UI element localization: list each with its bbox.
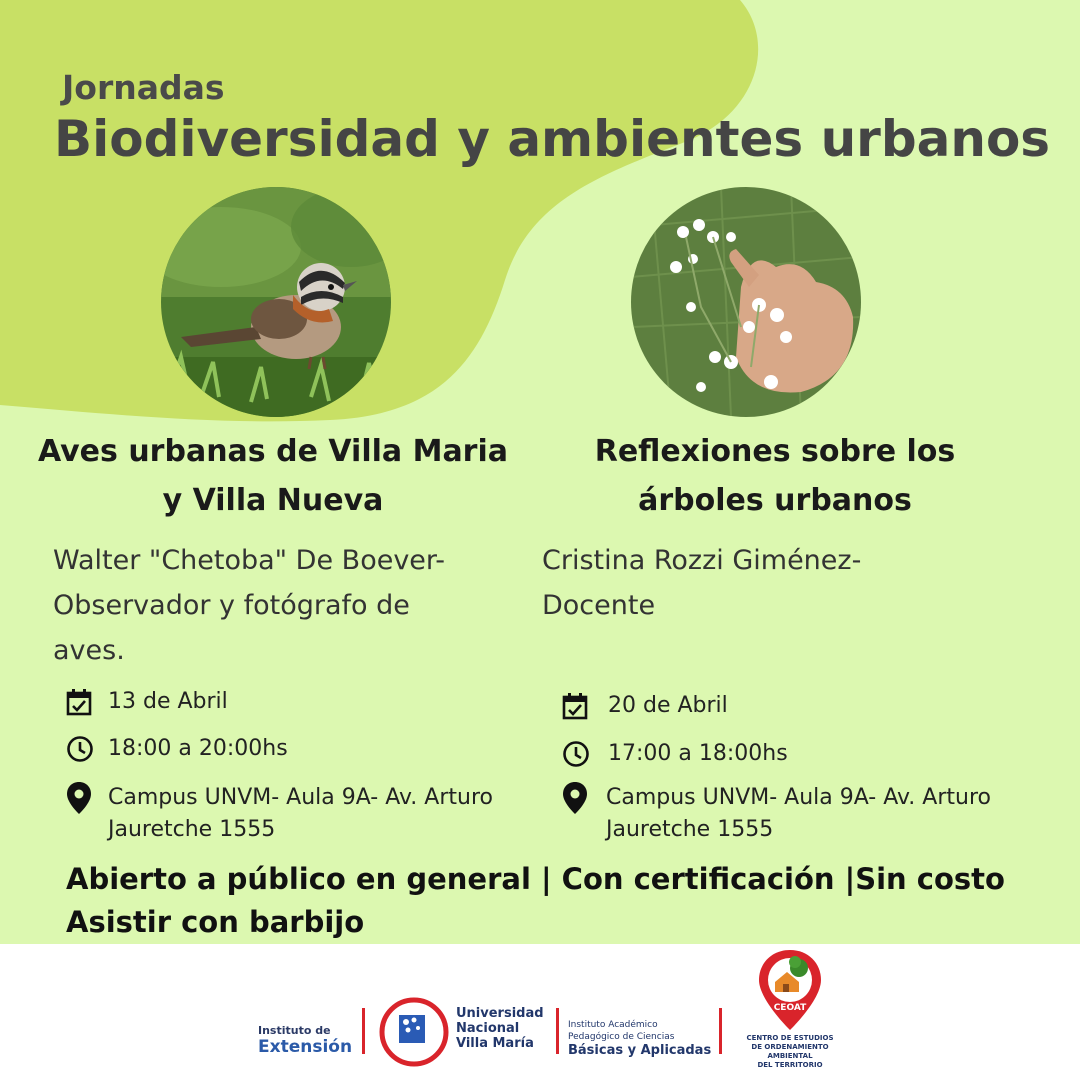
instituto-extension-big: Extensión	[258, 1037, 353, 1057]
clock-icon	[562, 738, 592, 770]
talk-2-title	[540, 427, 1010, 525]
talk-1-place-line1: Campus UNVM- Aula 9A- Av. Arturo	[108, 785, 493, 810]
talk-1-date-row	[66, 686, 228, 718]
talk-1-time-row	[66, 733, 288, 765]
talk-1-speaker-line1: Walter "Chetoba" De Boever-	[53, 545, 446, 576]
talk-2-date: 20 de Abril	[608, 693, 728, 718]
talk-1-place-line2: Jauretche 1555	[108, 817, 276, 842]
talk-2-place-row	[562, 782, 991, 846]
unvm-logo-icon	[378, 996, 450, 1068]
talk-2-title-line1: Reflexiones sobre los	[594, 434, 956, 469]
talk-2-place-line2: Jauretche 1555	[606, 817, 774, 842]
info-line-1: Abierto a público en general | Con certificación |Sin costo	[66, 862, 1005, 896]
talk-2-title-line2: árboles urbanos	[638, 483, 912, 518]
clock-icon	[66, 733, 96, 765]
talk-2-time: 17:00 a 18:00hs	[608, 741, 788, 766]
unvm-line1: Universidad	[456, 1006, 544, 1021]
talk-2-date-row	[562, 690, 728, 722]
ceoat-name	[742, 1034, 838, 1070]
calendar-check-icon	[66, 686, 96, 718]
ceoat-line3: DEL TERRITORIO	[757, 1061, 823, 1069]
talk-1-time: 18:00 a 20:00hs	[108, 736, 288, 761]
footer-divider	[362, 1008, 365, 1054]
unvm-name	[456, 1006, 544, 1051]
instituto-basicas-line3: Básicas y Aplicadas	[568, 1043, 712, 1058]
flowers-photo	[631, 187, 861, 417]
talk-1-place-row	[66, 782, 493, 846]
ceoat-badge-text: CEOAT	[773, 1003, 807, 1013]
talk-1-place	[108, 782, 493, 846]
footer-divider	[556, 1008, 559, 1054]
map-pin-icon	[66, 782, 96, 814]
talk-2-place	[606, 782, 991, 846]
instituto-basicas-line2: Pedagógico de Ciencias	[568, 1032, 675, 1042]
talk-1-title	[28, 427, 518, 525]
info-line-2: Asistir con barbijo	[66, 905, 365, 939]
talk-2-speaker-line1: Cristina Rozzi Giménez-	[542, 545, 862, 576]
instituto-basicas-logo	[568, 1019, 711, 1057]
unvm-line2: Nacional	[456, 1021, 520, 1036]
talk-1-speaker-line3: aves.	[53, 635, 125, 666]
calendar-check-icon	[562, 690, 592, 722]
map-pin-icon	[562, 782, 592, 814]
unvm-line3: Villa María	[456, 1036, 534, 1051]
instituto-basicas-line1: Instituto Académico	[568, 1020, 658, 1030]
ceoat-line1: CENTRO DE ESTUDIOS	[746, 1034, 834, 1042]
event-title: Biodiversidad y ambientes urbanos	[54, 110, 1051, 168]
instituto-extension-logo	[258, 1024, 352, 1057]
talk-2-speaker	[542, 538, 861, 628]
ceoat-pin-logo	[757, 948, 823, 1032]
talk-1-title-line1: Aves urbanas de Villa Maria	[37, 434, 509, 469]
instituto-extension-small: Instituto de	[258, 1024, 331, 1037]
talk-1-title-line2: y Villa Nueva	[162, 483, 384, 518]
talk-2-speaker-line2: Docente	[542, 590, 656, 621]
talk-2-place-line1: Campus UNVM- Aula 9A- Av. Arturo	[606, 785, 991, 810]
talk-2-time-row	[562, 738, 788, 770]
talk-1-speaker	[53, 538, 445, 673]
talk-1-speaker-line2: Observador y fotógrafo de	[53, 590, 410, 621]
bird-photo	[161, 187, 391, 417]
ceoat-line2: DE ORDENAMIENTO AMBIENTAL	[751, 1043, 829, 1060]
footer-divider	[719, 1008, 722, 1054]
event-kicker: Jornadas	[62, 68, 225, 107]
talk-1-date: 13 de Abril	[108, 689, 228, 714]
